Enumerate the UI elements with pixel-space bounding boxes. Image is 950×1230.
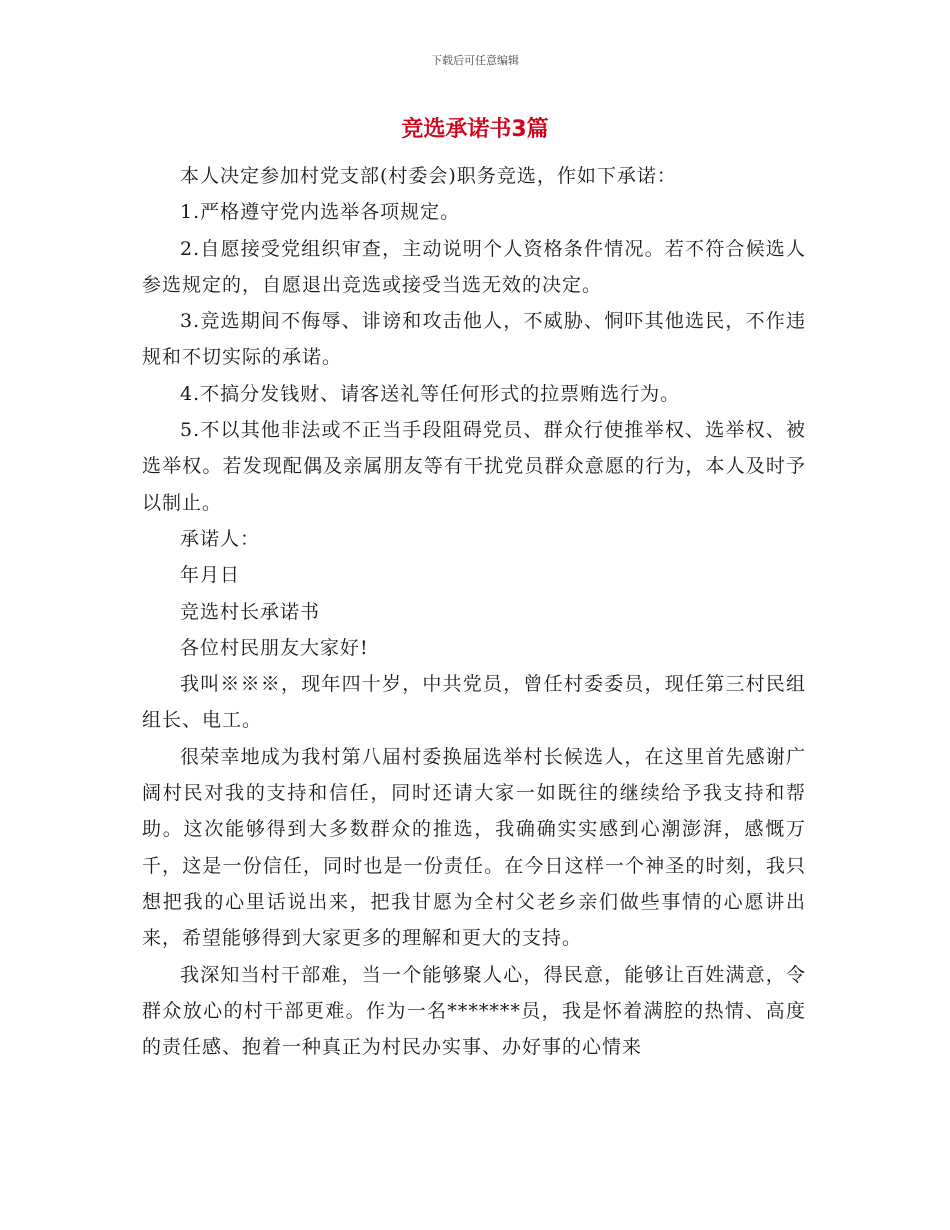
section-heading: 竞选村长承诺书 [180,600,321,623]
paragraph: 2.自愿接受党组织审查，主动说明个人资格条件情况。若不符合候选人参选规定的，自愿退出竞选或接受当选无效的决定。 [142,237,806,296]
page-header-note: 下载后可任意编辑 [431,54,519,67]
document-body [142,158,806,1065]
paragraph: 很荣幸地成为我村第八届村委换届选举村长候选人，在这里首先感谢广阔村民对我的支持和信任，同时还请大家一如既往的继续给予我支持和帮助。这次能够得到大多数群众的推选，我确确实实感到心潮澎湃，感慨万千，这是一份信任，同时也是一份责任。在今日这样一个神圣的时刻，我只想把我的心里话说出来，把我甘愿为全村父老乡亲们做些事情的心愿讲出来，希望能够得到大家更多的理解和更大的支持。 [142,745,806,950]
paragraph: 我叫※※※，现年四十岁，中共党员，曾任村委委员，现任第三村民组组长、电工。 [142,673,806,732]
paragraph: 本人决定参加村党支部(村委会)职务竞选，作如下承诺： [180,165,677,187]
paragraph: 1.严格遵守党内选举各项规定。 [180,201,461,224]
paragraph: 4.不搞分发钱财、请客送礼等任何形式的拉票贿选行为。 [180,382,681,405]
paragraph: 3.竞选期间不侮辱、诽谤和攻击他人，不威胁、恫吓其他选民，不作违规和不切实际的承诺。 [142,310,806,369]
signature-label: 承诺人： [180,527,261,550]
paragraph: 我深知当村干部难，当一个能够聚人心，得民意，能够让百姓满意，令群众放心的村干部更难。作为一名*******员，我是怀着满腔的热情、高度的责任感、抱着一种真正为村民办实事、办好事的心情来 [142,963,806,1059]
paragraph: 5.不以其他非法或不正当手段阻碍党员、群众行使推举权、选举权、被选举权。若发现配偶及亲属朋友等有干扰党员群众意愿的行为，本人及时予以制止。 [142,419,806,514]
date-line: 年月日 [180,564,241,587]
document-title: 竞选承诺书3篇 [401,117,549,142]
greeting: 各位村民朋友大家好! [180,636,369,659]
